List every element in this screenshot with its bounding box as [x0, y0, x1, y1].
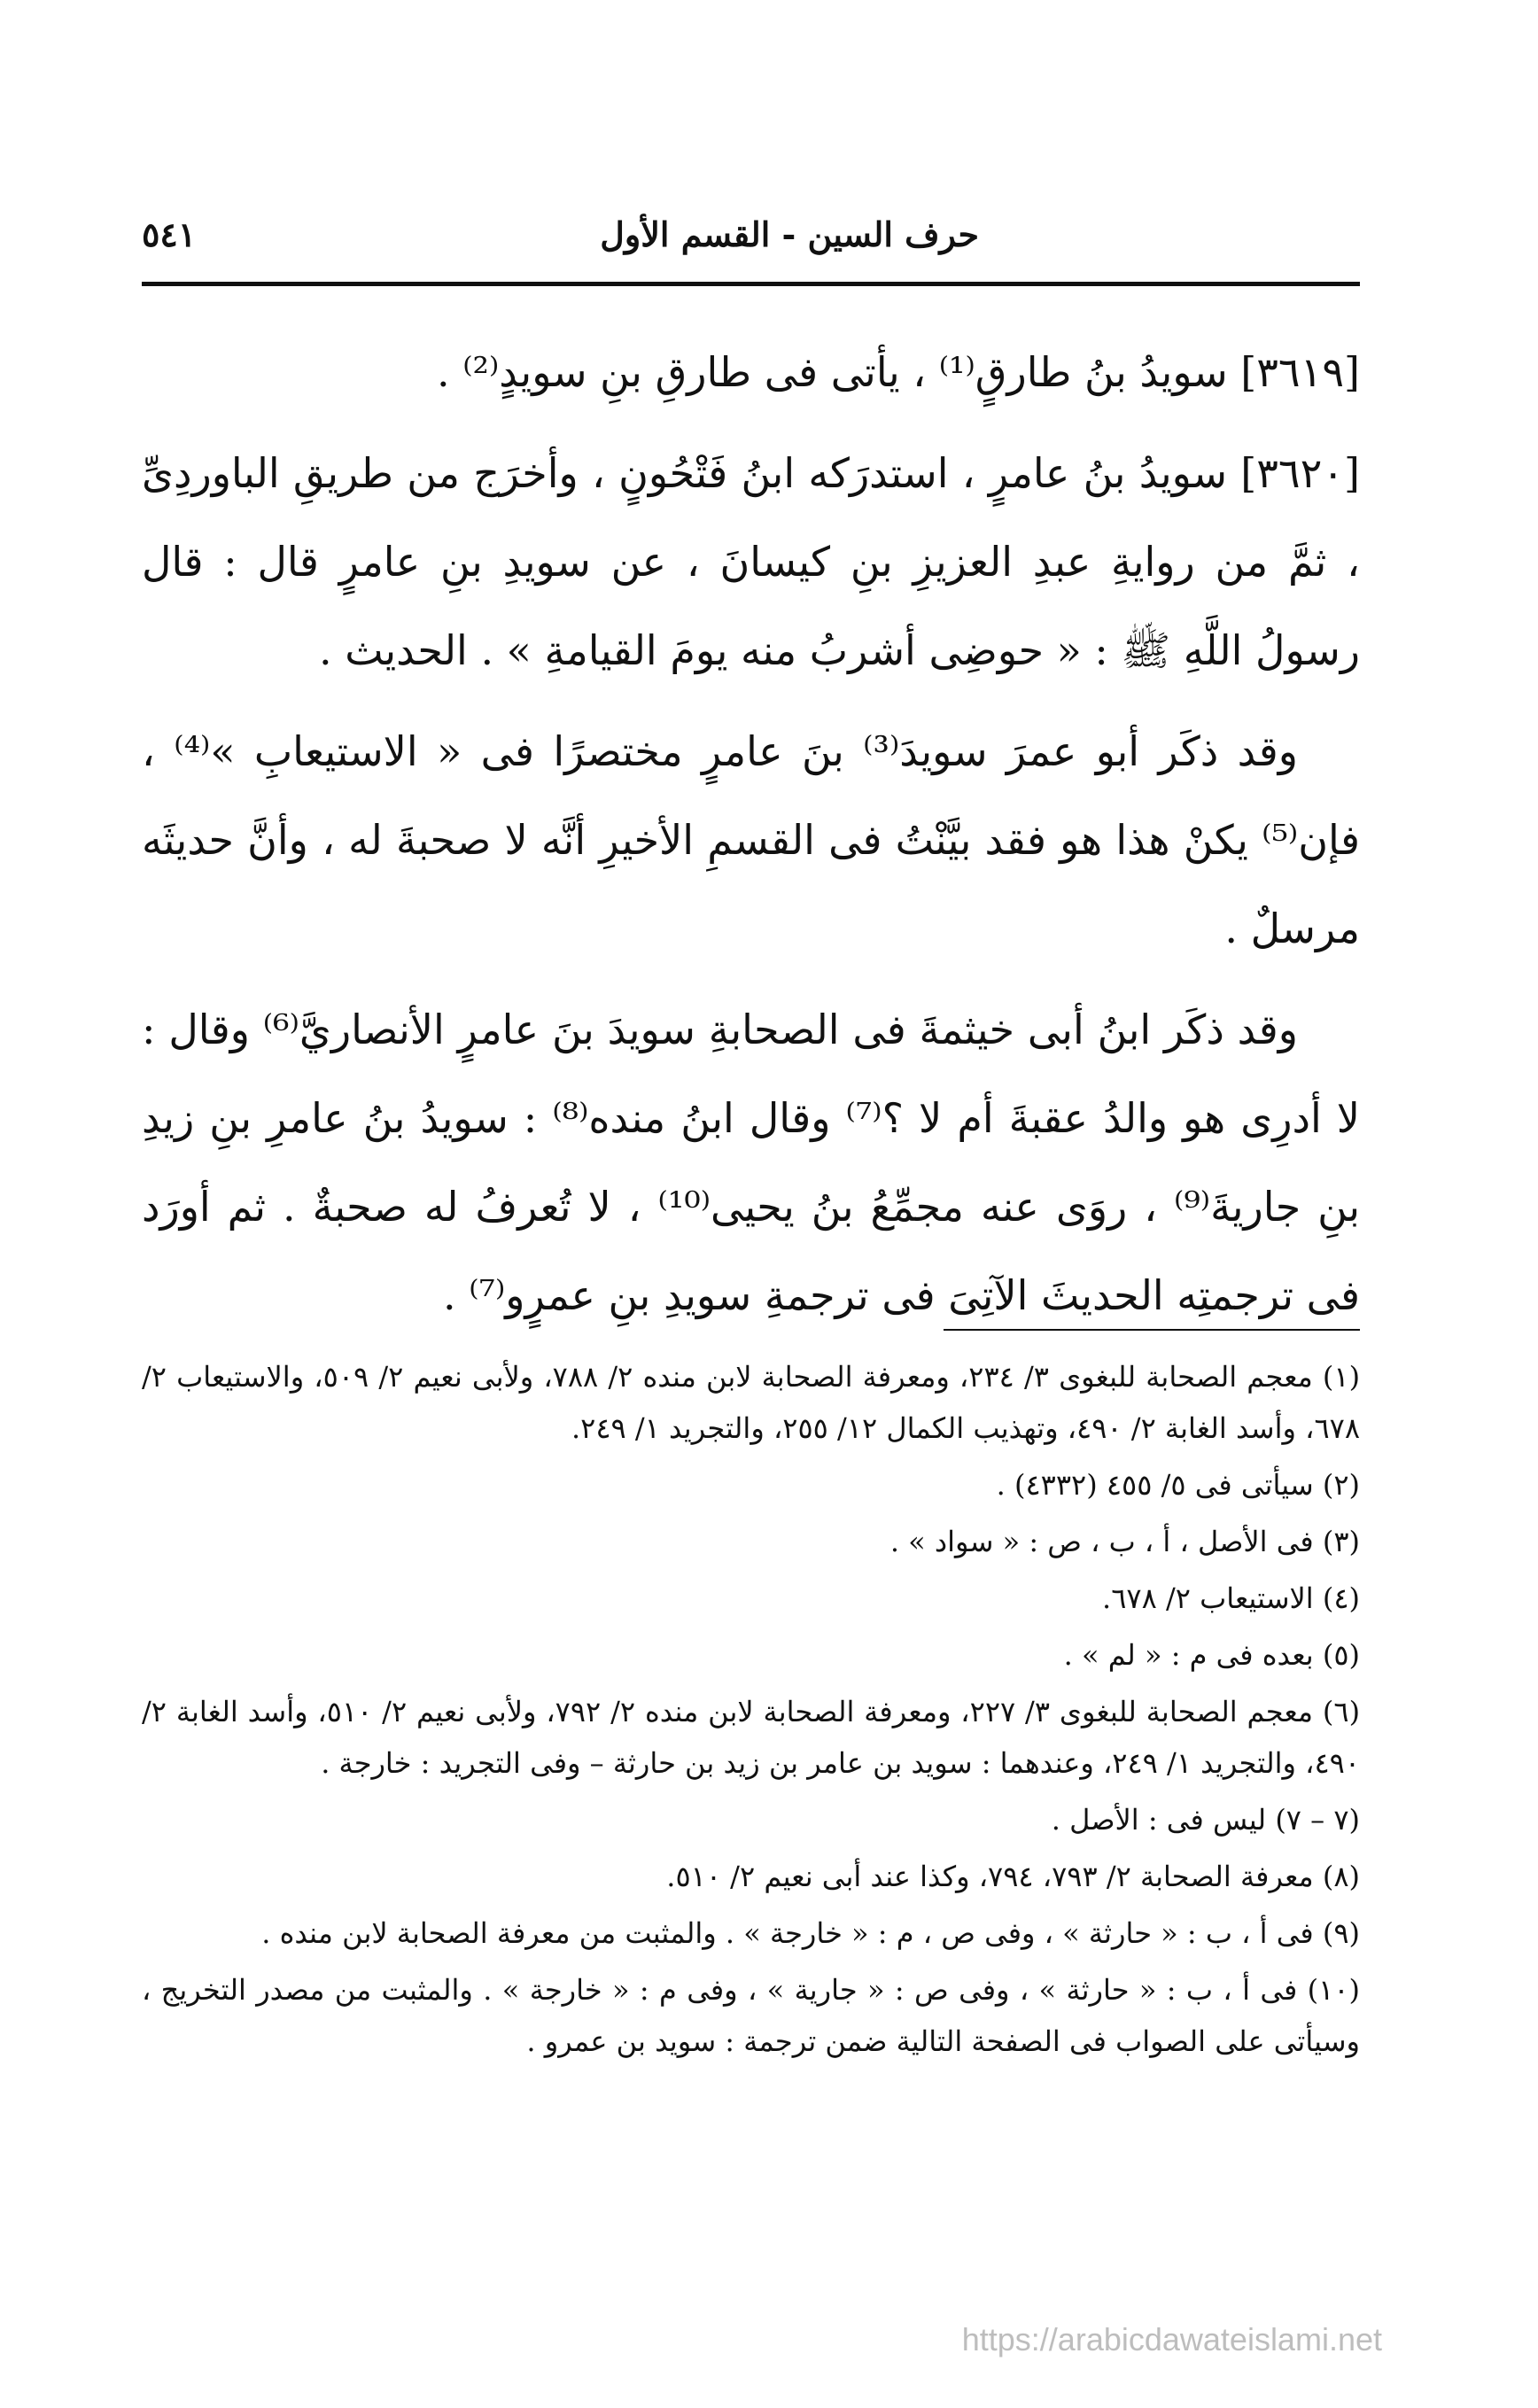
footnote-5: (٥) بعده فى م : « لم » . [1063, 1638, 1360, 1672]
footnote-2: (٢) سيأتى فى ٥/ ٤٥٥ (٤٣٣٢) . [996, 1468, 1360, 1502]
paragraph-ibn-abi-khaythama: وقد ذكَر ابنُ أبى خيثمةَ فى الصحابةِ سويدَ بنَ عامرٍ الأنصاريَّ⁽⁶⁾ وقال : لا أدرِى هو والدُ عقبةَ أم لا ؟⁽⁷⁾ وقال ابنُ منده⁽⁸⁾ : سويدُ بنُ عامرِ بنِ زيدِ بنِ جاريةَ⁽⁹⁾ ، روَى عنه مجمِّعُ بنُ يحيى⁽¹⁰⁾ ، لا تُعرفُ له صحبةٌ . ثم أورَد فى ترجمتِه الحديثَ الآتِىَ فى ترجمةِ سويدِ بنِ عمرٍو⁽⁷⁾ . [142, 1006, 1361, 1319]
footnote-6: (٦) معجم الصحابة للبغوى ٣/ ٢٢٧، ومعرفة الصحابة لابن منده ٢/ ٧٩٢، ولأبى نعيم ٢/ ٥١٠، وأسد الغابة ٢/ ٤٩٠، والتجريد ١/ ٢٤٩، وعندهما : سويد بن عامر بن زيد بن حارثة – وفى التجريد : خارجة . [142, 1695, 1361, 1780]
page-number: ٥٤١ [142, 214, 197, 254]
header-rule [142, 282, 1360, 286]
footnote-9: (٩) فى أ ، ب : « حارثة » ، وفى ص ، م : « خارجة » . والمثبت من معرفة الصحابة لابن منده . [261, 1916, 1360, 1950]
page-header [142, 208, 1360, 261]
footnote-10: (١٠) فى أ ، ب : « حارثة » ، وفى ص : « جارية » ، وفى م : « خارجة » . والمثبت من مصدر التخريج ، وسيأتى على الصواب فى الصفحة التالية ضمن ترجمة : سويد بن عمرو . [142, 1973, 1360, 2058]
footnote-4: (٤) الاستيعاب ٢/ ٦٧٨. [1102, 1581, 1360, 1615]
footnote-rule [944, 1329, 1360, 1331]
entry-3620: [٣٦٢٠] سويدُ بنُ عامرٍ ، استدرَكه ابنُ فَتْحُونٍ ، وأخرَج من طريقِ الباوردِىِّ ، ثمَّ من روايةِ عبدِ العزيزِ بنِ كيسانَ ، عن سويدِ بنِ عامرٍ قال : قال رسولُ اللَّهِ ﷺ : « حوضِى أشربُ منه يومَ القيامةِ » . الحديث . [142, 449, 1360, 674]
footnote-7: (٧ – ٧) ليس فى : الأصل . [1051, 1803, 1360, 1837]
running-title: حرف السين - القسم الأول [600, 214, 979, 254]
entry-3619: [٣٦١٩] سويدُ بنُ طارقٍ⁽¹⁾ ، يأتى فى طارقِ بنِ سويدٍ⁽²⁾ . [436, 348, 1360, 396]
watermark-url: https://arabicdawateislami.net [961, 2321, 1382, 2358]
footnote-3: (٣) فى الأصل ، أ ، ب ، ص : « سواد » . [889, 1525, 1360, 1558]
footnote-1: (١) معجم الصحابة للبغوى ٣/ ٢٣٤، ومعرفة الصحابة لابن منده ٢/ ٧٨٨، ولأبى نعيم ٢/ ٥٠٩، والاستيعاب ٢/ ٦٧٨، وأسد الغابة ٢/ ٤٩٠، وتهذيب الكمال ١٢/ ٢٥٥، والتجريد ١/ ٢٤٩. [142, 1360, 1361, 1445]
main-text [142, 328, 1360, 1352]
footnote-8: (٨) معرفة الصحابة ٢/ ٧٩٣، ٧٩٤، وكذا عند أبى نعيم ٢/ ٥١٠. [666, 1860, 1360, 1893]
paragraph-abu-umar: وقد ذكَر أبو عمرَ سويدَ⁽³⁾ بنَ عامرٍ مختصرًا فى « الاستيعابِ »⁽⁴⁾ ، فإن⁽⁵⁾ يكنْ هذا هو فقد بيَّنْتُ فى القسمِ الأخيرِ أنَّه لا صحبةَ له ، وأنَّ حديثَه مرسلٌ . [142, 727, 1360, 952]
footnotes [142, 1351, 1360, 2072]
